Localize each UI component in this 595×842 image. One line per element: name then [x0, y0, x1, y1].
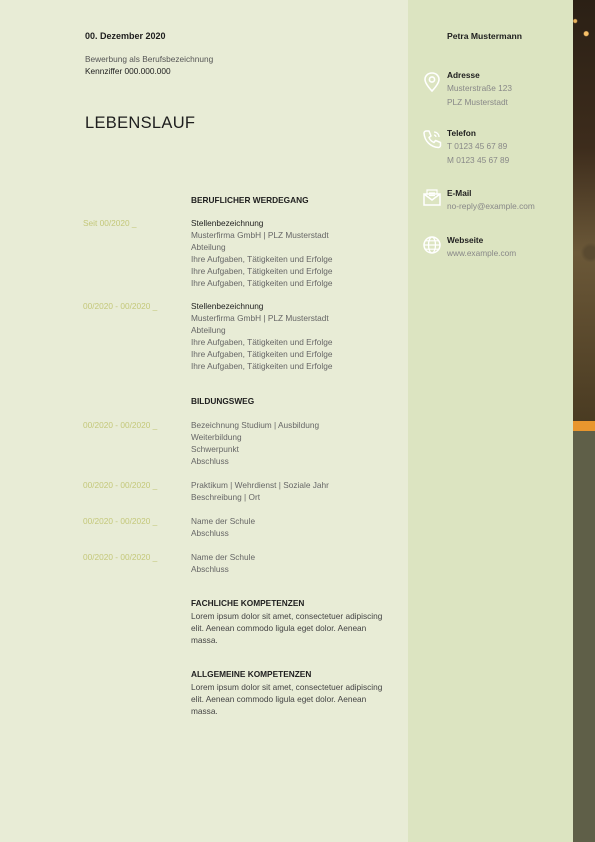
email-value[interactable]: no-reply@example.com	[447, 201, 535, 211]
address-line: Musterstraße 123	[447, 83, 513, 93]
entry-line: Ihre Aufgaben, Tätigkeiten und Erfolge	[191, 361, 333, 371]
job-title: Bewerbung als Berufsbezeichnung	[85, 54, 214, 64]
education-date: 00/2020 - 00/2020 _	[83, 516, 158, 526]
entry-line: Ihre Aufgaben, Tätigkeiten und Erfolge	[191, 337, 333, 347]
entry-line: Ihre Aufgaben, Tätigkeiten und Erfolge	[191, 254, 333, 264]
entry-line: Abschluss	[191, 528, 229, 538]
website-label: Webseite	[447, 235, 484, 245]
entry-line: Abschluss	[191, 564, 229, 574]
phone-line: T 0123 45 67 89	[447, 141, 508, 151]
email-label: E-Mail	[447, 188, 472, 198]
career-position: Stellenbezeichnung	[191, 301, 264, 311]
education-entry	[191, 551, 255, 575]
career-entry	[191, 300, 332, 372]
entry-line: Bezeichnung Studium | Ausbildung	[191, 420, 320, 430]
entry-line: Name der Schule	[191, 552, 256, 562]
envelope-icon	[421, 187, 443, 209]
website-value[interactable]: www.example.com	[447, 248, 517, 258]
background-photo	[573, 0, 595, 421]
entry-line: Name der Schule	[191, 516, 256, 526]
entry-line: Abteilung	[191, 242, 226, 252]
professional-skills-text: Lorem ipsum dolor sit amet, consectetuer adipiscing elit. Aenean commodo ligula eget dolor. Aenean massa.	[191, 611, 383, 645]
entry-line: Abschluss	[191, 456, 229, 466]
education-date: 00/2020 - 00/2020 _	[83, 480, 158, 490]
address-line: PLZ Musterstadt	[447, 97, 508, 107]
entry-line: Beschreibung | Ort	[191, 492, 261, 502]
address-label: Adresse	[447, 70, 480, 80]
general-skills-text: Lorem ipsum dolor sit amet, consectetuer adipiscing elit. Aenean commodo ligula eget dolor. Aenean massa.	[191, 682, 383, 716]
career-entry	[191, 217, 332, 289]
career-heading: BERUFLICHER WERDEGANG	[191, 195, 309, 205]
entry-line: Ihre Aufgaben, Tätigkeiten und Erfolge	[191, 266, 333, 276]
globe-icon	[421, 234, 443, 256]
entry-line: Musterfirma GmbH | PLZ Musterstadt	[191, 313, 329, 323]
education-entry	[191, 515, 255, 539]
career-date: 00/2020 - 00/2020 _	[83, 301, 158, 311]
education-entry	[191, 419, 319, 467]
entry-line: Ihre Aufgaben, Tätigkeiten und Erfolge	[191, 278, 333, 288]
entry-line: Abteilung	[191, 325, 226, 335]
entry-line: Ihre Aufgaben, Tätigkeiten und Erfolge	[191, 349, 333, 359]
entry-line: Praktikum | Wehrdienst | Soziale Jahr	[191, 480, 329, 490]
phone-label: Telefon	[447, 128, 476, 138]
education-heading: BILDUNGSWEG	[191, 396, 255, 406]
letter-date: 00. Dezember 2020	[85, 31, 166, 41]
location-pin-icon	[421, 71, 443, 93]
entry-line: Musterfirma GmbH | PLZ Musterstadt	[191, 230, 329, 240]
dark-side-bar	[573, 431, 595, 842]
education-date: 00/2020 - 00/2020 _	[83, 552, 158, 562]
address-value	[447, 81, 512, 109]
career-date: Seit 00/2020 _	[83, 218, 137, 228]
education-entry	[191, 479, 329, 503]
page-title: LEBENSLAUF	[85, 114, 196, 132]
accent-stripe	[573, 421, 595, 431]
reference-number: Kennziffer 000.000.000	[85, 66, 171, 76]
phone-icon	[421, 128, 443, 150]
professional-skills-heading: FACHLICHE KOMPETENZEN	[191, 598, 305, 608]
contact-sidebar	[408, 0, 573, 842]
general-skills-heading: ALLGEMEINE KOMPETENZEN	[191, 669, 312, 679]
entry-line: Weiterbildung	[191, 432, 242, 442]
phone-line: M 0123 45 67 89	[447, 155, 510, 165]
entry-line: Schwerpunkt	[191, 444, 239, 454]
applicant-name: Petra Mustermann	[447, 31, 522, 41]
education-date: 00/2020 - 00/2020 _	[83, 420, 158, 430]
career-position: Stellenbezeichnung	[191, 218, 264, 228]
phone-value	[447, 139, 509, 167]
